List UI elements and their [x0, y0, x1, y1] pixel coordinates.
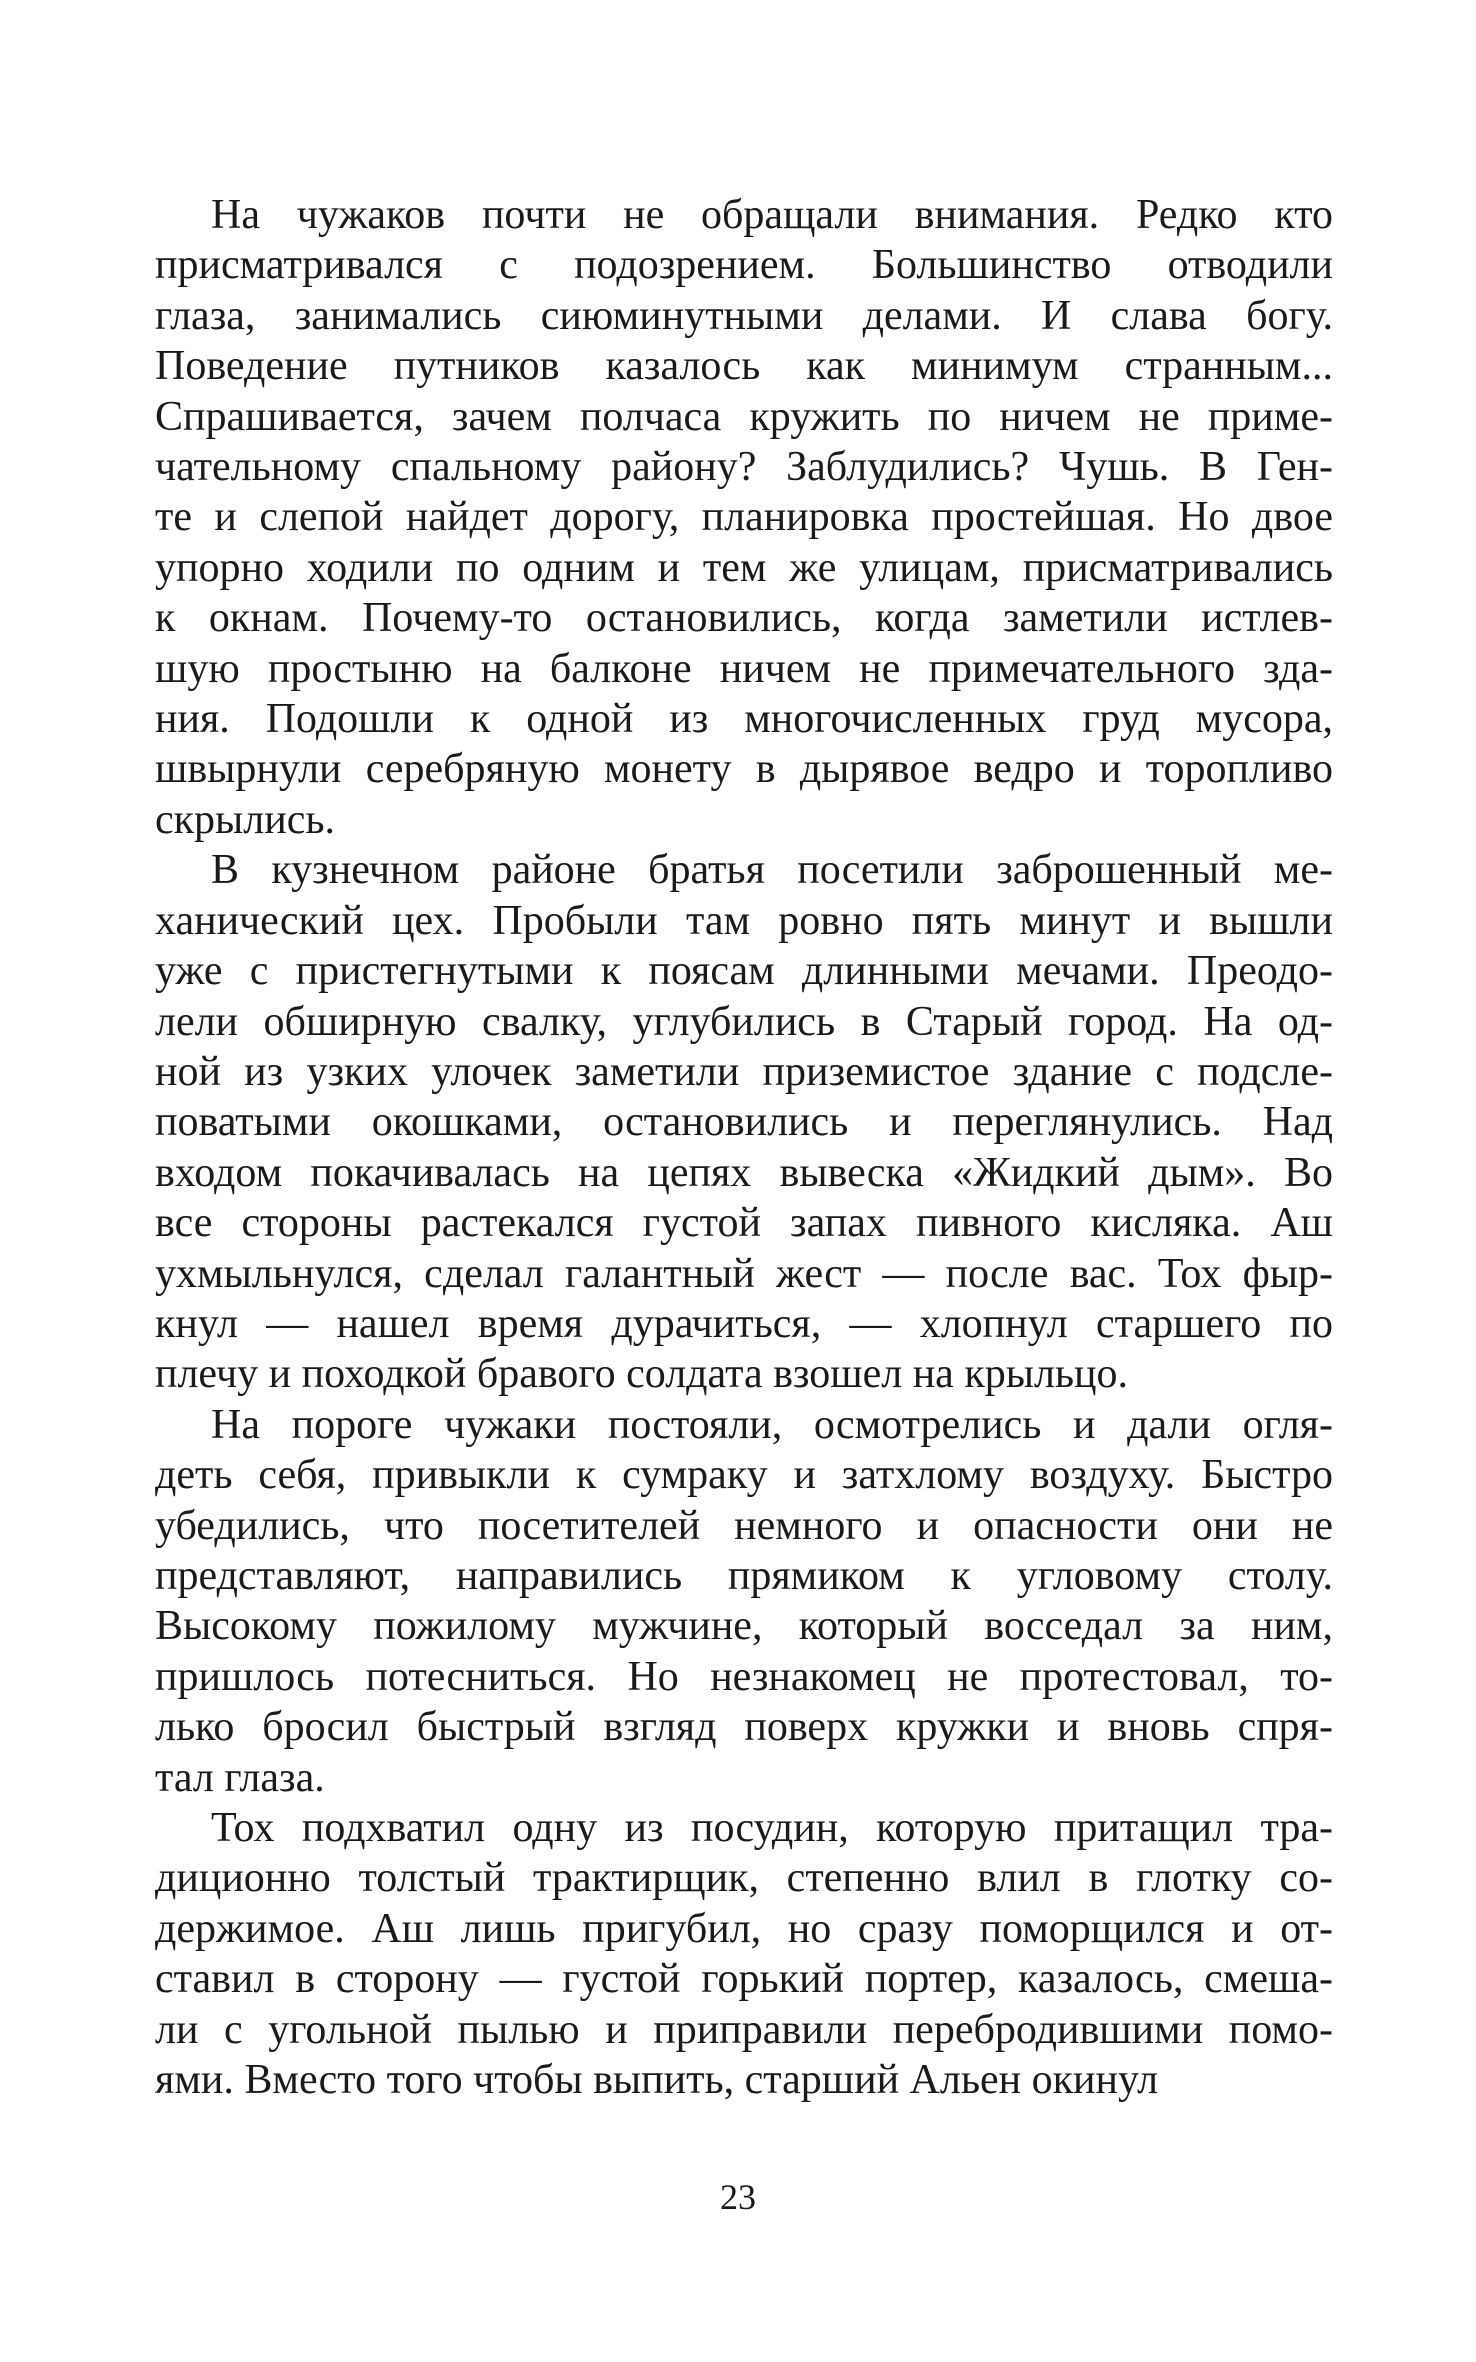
text-line: ния. Подошли к одной из многочисленных груд мусора,: [155, 696, 1333, 743]
text-line: уже с пристегнутыми к поясам длинными мечами. Преодо-: [155, 948, 1333, 995]
text-line: тал глаза.: [155, 1754, 325, 1801]
text-line: входом покачивалась на цепях вывеска «Жидкий дым». Во: [155, 1149, 1333, 1196]
text-line: Спрашивается, зачем полчаса кружить по ничем не приме-: [155, 393, 1333, 440]
text-line: плечу и походкой бравого солдата взошел на крыльцо.: [155, 1351, 1129, 1398]
text-line: деть себя, привыкли к сумраку и затхлому воздуху. Быстро: [155, 1452, 1333, 1499]
text-line: ями. Вместо того чтобы выпить, старший Альен окинул: [155, 2057, 1159, 2104]
text-line: На пороге чужаки постояли, осмотрелись и дали огля-: [211, 1401, 1333, 1448]
text-line: упорно ходили по одним и тем же улицам, присматривались: [155, 544, 1333, 591]
text-line: кнул — нашел время дурачиться, — хлопнул старшего по: [155, 1300, 1333, 1347]
text-line: поватыми окошками, остановились и переглянулись. Над: [155, 1099, 1333, 1146]
text-line: Высокому пожилому мужчине, который восседал за ним,: [155, 1603, 1333, 1650]
text-line: диционно толстый трактирщик, степенно влил в глотку со-: [155, 1855, 1333, 1902]
text-line: В кузнечном районе братья посетили заброшенный ме-: [211, 847, 1333, 894]
text-line: шую простыню на балконе ничем не примечательного зда-: [155, 645, 1333, 692]
page-number: 23: [720, 2177, 756, 2217]
text-line: присматривался с подозрением. Большинство отводили: [155, 242, 1333, 289]
text-line: убедились, что посетителей немного и опасности они не: [155, 1502, 1333, 1549]
text-line: к окнам. Почему-то остановились, когда заметили истлев-: [155, 595, 1333, 642]
text-line: скрылись.: [155, 796, 335, 843]
text-line: представляют, направились прямиком к угловому столу.: [155, 1552, 1333, 1599]
text-line: Тох подхватил одну из посудин, которую притащил тра-: [211, 1805, 1333, 1851]
text-line: ной из узких улочек заметили приземистое здание с подсле-: [155, 1048, 1333, 1095]
text-line: все стороны растекался густой запах пивного кисляка. Аш: [155, 1200, 1333, 1247]
body-text: [155, 190, 1333, 2105]
text-line: швырнули серебряную монету в дырявое ведро и торопливо: [155, 746, 1333, 793]
text-line: На чужаков почти не обращали внимания. Редко кто: [211, 192, 1333, 238]
text-line: глаза, занимались сиюминутными делами. И слава богу.: [155, 292, 1333, 339]
paragraph: [155, 1400, 1333, 1803]
text-line: чательному спальному району? Заблудились? Чушь. В Ген-: [155, 444, 1333, 491]
text-line: Поведение путников казалось как минимум странным...: [155, 343, 1333, 390]
text-line: держимое. Аш лишь пригубил, но сразу поморщился и от-: [155, 1905, 1333, 1952]
text-line: лели обширную свалку, углубились в Старый город. На од-: [155, 998, 1333, 1045]
paragraph: [155, 190, 1333, 845]
text-line: ли с угольной пылью и приправили перебродившими помо-: [155, 2006, 1333, 2053]
text-line: пришлось потесниться. Но незнакомец не протестовал, то-: [155, 1653, 1333, 1700]
paragraph: [155, 1803, 1333, 2105]
text-line: ставил в сторону — густой горький портер, казалось, смеша-: [155, 1956, 1333, 2003]
paragraph: [155, 845, 1333, 1399]
text-line: те и слепой найдет дорогу, планировка простейшая. Но двое: [155, 494, 1333, 541]
text-line: лько бросил быстрый взгляд поверх кружки и вновь спря-: [155, 1704, 1333, 1751]
text-line: ханический цех. Пробыли там ровно пять минут и вышли: [155, 897, 1333, 944]
text-line: ухмыльнулся, сделал галантный жест — после вас. Тох фыр-: [155, 1250, 1333, 1297]
